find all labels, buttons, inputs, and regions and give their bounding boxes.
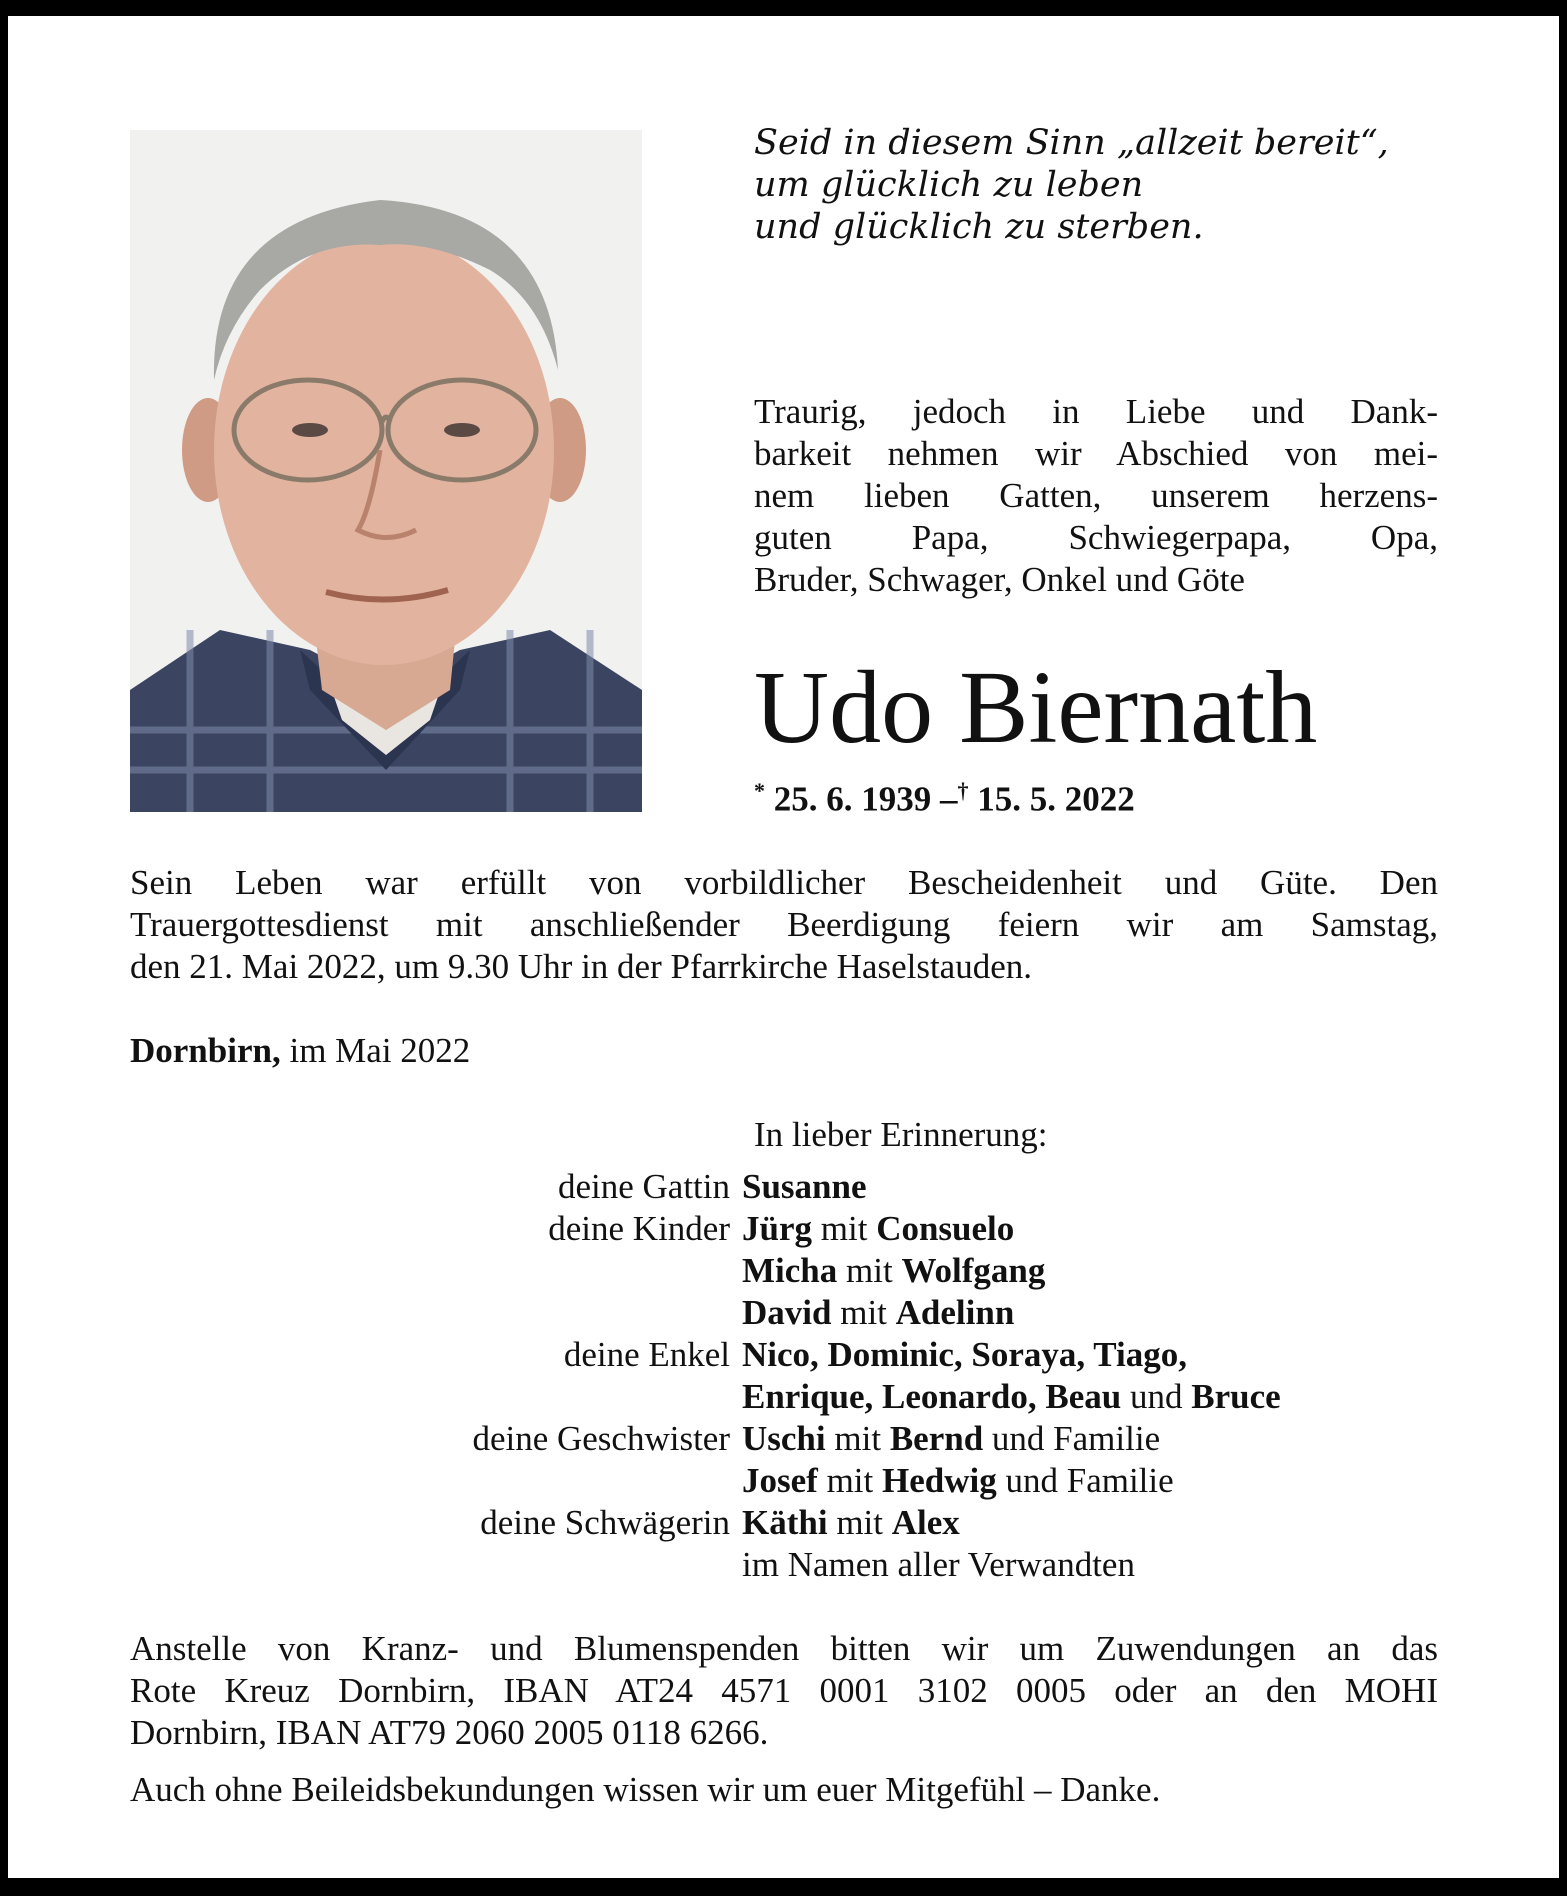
mourners-list bbox=[130, 1166, 1460, 1586]
mourner-connector: mit bbox=[837, 1251, 902, 1290]
mourner-name: Adelinn bbox=[895, 1293, 1015, 1332]
mourner-relation: deine Enkel bbox=[563, 1335, 730, 1374]
portrait-photo bbox=[130, 130, 642, 812]
mourner-relation bbox=[130, 1292, 742, 1334]
mourner-names bbox=[742, 1376, 1281, 1418]
mourner-connector: im Namen aller Verwandten bbox=[742, 1545, 1135, 1584]
donation-line: Dornbirn, IBAN AT79 2060 2005 0118 6266. bbox=[130, 1713, 769, 1752]
motto-line: um glücklich zu leben bbox=[754, 165, 1144, 205]
mourner-name: Käthi bbox=[742, 1503, 828, 1542]
mourner-connector: und Familie bbox=[983, 1419, 1161, 1458]
life-and-service-text bbox=[130, 862, 1438, 988]
mourner-name: Micha bbox=[742, 1251, 838, 1290]
life-line: Sein Leben war erfüllt von vorbildlicher Bescheidenheit und Güte. Den bbox=[130, 863, 1438, 902]
mourner-row bbox=[130, 1250, 1460, 1292]
mourner-names bbox=[742, 1418, 1160, 1460]
mourner-names bbox=[742, 1334, 1187, 1376]
mourner-connector: mit bbox=[825, 1419, 890, 1458]
mourner-name: Alex bbox=[891, 1503, 960, 1542]
mourner-names bbox=[742, 1292, 1014, 1334]
mourner-connector: mit bbox=[812, 1209, 877, 1248]
birth-star-symbol: * bbox=[754, 778, 765, 803]
portrait-illustration bbox=[130, 130, 642, 812]
memorial-heading: In lieber Erinnerung: bbox=[754, 1115, 1048, 1154]
mourner-row bbox=[130, 1208, 1460, 1250]
mourner-relation: deine Gattin bbox=[557, 1167, 730, 1206]
mourner-row bbox=[130, 1418, 1460, 1460]
farewell-intro bbox=[754, 391, 1438, 601]
life-line: den 21. Mai 2022, um 9.30 Uhr in der Pfarrkirche Haselstauden. bbox=[130, 947, 1033, 986]
mourner-name: Josef bbox=[742, 1461, 818, 1500]
mourner-relation bbox=[130, 1250, 742, 1292]
donation-line: Rote Kreuz Dornbirn, IBAN AT24 4571 0001 3102 0005 oder an den MOHI bbox=[130, 1671, 1438, 1710]
mourner-connector: mit bbox=[827, 1503, 892, 1542]
motto-line: Seid in diesem Sinn „allzeit bereit“, bbox=[754, 123, 1389, 163]
deceased-name: Udo Biernath bbox=[754, 650, 1318, 765]
thanks-line: Auch ohne Beileidsbekundungen wissen wir um euer Mitgefühl – Danke. bbox=[130, 1770, 1161, 1809]
mourner-name: Consuelo bbox=[876, 1209, 1015, 1248]
mourner-row bbox=[130, 1334, 1460, 1376]
mourner-row bbox=[130, 1544, 1460, 1586]
mourner-names bbox=[742, 1544, 1135, 1586]
motto-quote bbox=[754, 122, 1474, 248]
mourner-row bbox=[130, 1292, 1460, 1334]
intro-line: nem lieben Gatten, unserem herzens- bbox=[754, 476, 1438, 515]
mourner-name: Susanne bbox=[742, 1167, 867, 1206]
mourner-connector: und bbox=[1121, 1377, 1192, 1416]
mourner-relation: deine Kinder bbox=[548, 1209, 730, 1248]
mourner-names bbox=[742, 1166, 867, 1208]
mourner-relation bbox=[130, 1376, 742, 1418]
place-date bbox=[130, 1031, 470, 1071]
intro-line: Bruder, Schwager, Onkel und Göte bbox=[754, 560, 1245, 599]
mourner-name: Jürg bbox=[742, 1209, 812, 1248]
mourner-name: Uschi bbox=[742, 1419, 826, 1458]
mourner-name: Enrique, Leonardo, Beau bbox=[742, 1377, 1122, 1416]
donation-line: Anstelle von Kranz- und Blumenspenden bitten wir um Zuwendungen an das bbox=[130, 1629, 1438, 1668]
mourner-names bbox=[742, 1460, 1174, 1502]
place-city: Dornbirn, bbox=[130, 1031, 281, 1070]
mourner-name: Bruce bbox=[1191, 1377, 1281, 1416]
mourner-name: Wolfgang bbox=[901, 1251, 1046, 1290]
mourner-connector: mit bbox=[817, 1461, 882, 1500]
donation-request bbox=[130, 1628, 1438, 1754]
life-dates bbox=[754, 778, 1135, 820]
mourner-connector: und Familie bbox=[996, 1461, 1174, 1500]
motto-line: und glücklich zu sterben. bbox=[754, 207, 1204, 247]
intro-line: Traurig, jedoch in Liebe und Dank- bbox=[754, 392, 1438, 431]
mourner-row bbox=[130, 1376, 1460, 1418]
mourner-relation bbox=[130, 1460, 742, 1502]
place-month: im Mai 2022 bbox=[280, 1031, 471, 1070]
mourner-row bbox=[130, 1460, 1460, 1502]
mourner-names bbox=[742, 1208, 1014, 1250]
mourner-row bbox=[130, 1166, 1460, 1208]
intro-line: guten Papa, Schwiegerpapa, Opa, bbox=[754, 518, 1438, 557]
death-cross-symbol: † bbox=[957, 778, 969, 803]
intro-line: barkeit nehmen wir Abschied von mei- bbox=[754, 434, 1438, 473]
mourner-name: Nico, Dominic, Soraya, Tiago, bbox=[742, 1335, 1187, 1374]
mourner-name: Bernd bbox=[889, 1419, 984, 1458]
date-dash: – bbox=[940, 779, 958, 819]
mourner-name: Hedwig bbox=[882, 1461, 997, 1500]
mourner-names bbox=[742, 1502, 960, 1544]
death-date: 15. 5. 2022 bbox=[977, 779, 1135, 819]
mourner-relation: deine Geschwister bbox=[472, 1419, 730, 1458]
mourner-connector: mit bbox=[831, 1293, 896, 1332]
birth-date: 25. 6. 1939 bbox=[773, 779, 932, 819]
mourner-relation bbox=[130, 1544, 742, 1586]
mourner-row bbox=[130, 1502, 1460, 1544]
life-line: Trauergottesdienst mit anschließender Beerdigung feiern wir am Samstag, bbox=[130, 905, 1438, 944]
mourner-relation: deine Schwägerin bbox=[480, 1503, 730, 1542]
mourner-name: David bbox=[742, 1293, 832, 1332]
mourner-names bbox=[742, 1250, 1045, 1292]
